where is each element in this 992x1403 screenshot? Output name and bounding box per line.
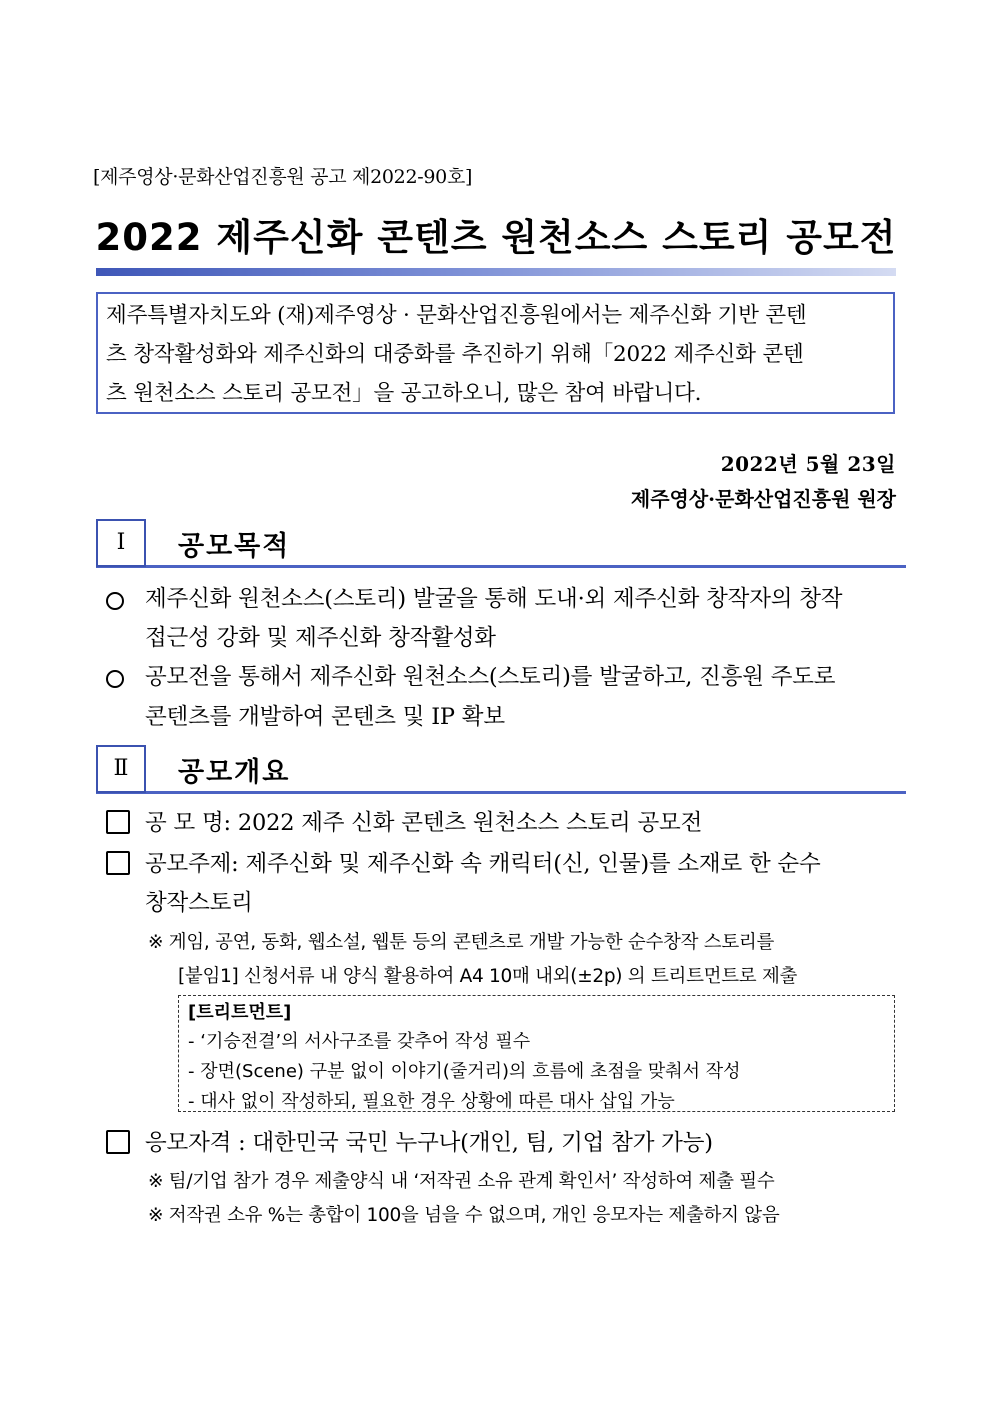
section-2-title: 공모개요: [178, 757, 291, 788]
purpose-item-line: 제주신화 원천소스(스토리) 발굴을 통해 도내·외 제주신화 창작자의 창작: [145, 586, 843, 612]
page-title: 2022 제주신화 콘텐츠 원천소스 스토리 공모전: [95, 216, 897, 259]
treatment-rule: - 장면(Scene) 구분 없이 이야기(줄거리)의 흐름에 초점을 맞춰서 작성: [188, 1061, 741, 1082]
theme-note-line: [붙임1] 신청서류 내 양식 활용하여 A4 10매 내외(±2p) 의 트리트먼트로 제출: [178, 966, 798, 987]
issuer-organization: 제주영상·문화산업진흥원 원장: [630, 487, 896, 511]
circle-bullet-icon: [106, 670, 124, 688]
overview-name-item: 공 모 명: 2022 제주 신화 콘텐츠 원천소스 스토리 공모전: [145, 810, 703, 836]
purpose-item-line: 공모전을 통해서 제주신화 원천소스(스토리)를 발굴하고, 진흥원 주도로: [145, 664, 836, 690]
section-1-underline: [96, 565, 906, 568]
circle-bullet-icon: [106, 592, 124, 610]
section-2-underline: [96, 791, 906, 794]
title-underline: [96, 268, 896, 276]
section-1-title: 공모목적: [178, 531, 291, 562]
notice-date: 2022년 5월 23일: [720, 452, 896, 476]
section-1-number: Ⅰ: [96, 519, 146, 567]
intro-line: 츠 원천소스 스토리 공모전」을 공고하오니, 많은 참여 바랍니다.: [106, 381, 702, 406]
notice-number: [제주영상·문화산업진흥원 공고 제2022-90호]: [93, 166, 473, 188]
checkbox-square-icon: [106, 1130, 130, 1154]
section-2-number: Ⅱ: [96, 745, 146, 793]
treatment-rule: - 대사 없이 작성하되, 필요한 경우 상황에 따른 대사 삽입 가능: [188, 1091, 675, 1112]
overview-eligibility-item: 응모자격 : 대한민국 국민 누구나(개인, 팀, 기업 참가 가능): [145, 1130, 713, 1156]
intro-line: 제주특별자치도와 (재)제주영상 · 문화산업진흥원에서는 제주신화 기반 콘텐: [106, 303, 807, 328]
overview-theme-item: 공모주제: 제주신화 및 제주신화 속 캐릭터(신, 인물)를 소재로 한 순수: [145, 851, 821, 877]
purpose-item-line: 콘텐츠를 개발하여 콘텐츠 및 IP 확보: [145, 704, 505, 730]
overview-theme-item: 창작스토리: [145, 890, 253, 916]
intro-line: 츠 창작활성화와 제주신화의 대중화를 추진하기 위해「2022 제주신화 콘텐: [106, 342, 804, 367]
treatment-heading: [트리트먼트]: [188, 1002, 292, 1023]
theme-note-line: ※ 게임, 공연, 동화, 웹소설, 웹툰 등의 콘텐츠로 개발 가능한 순수창작 스토리를: [148, 932, 775, 953]
eligibility-note: ※ 저작권 소유 %는 총합이 100을 넘을 수 없으며, 개인 응모자는 제출하지 않음: [148, 1205, 780, 1226]
eligibility-note: ※ 팀/기업 참가 경우 제출양식 내 ‘저작권 소유 관계 확인서’ 작성하여 제출 필수: [148, 1171, 775, 1192]
checkbox-square-icon: [106, 851, 130, 875]
purpose-item-line: 접근성 강화 및 제주신화 창작활성화: [145, 625, 496, 651]
checkbox-square-icon: [106, 810, 130, 834]
treatment-rule: - ‘기승전결’의 서사구조를 갖추어 작성 필수: [188, 1031, 531, 1052]
